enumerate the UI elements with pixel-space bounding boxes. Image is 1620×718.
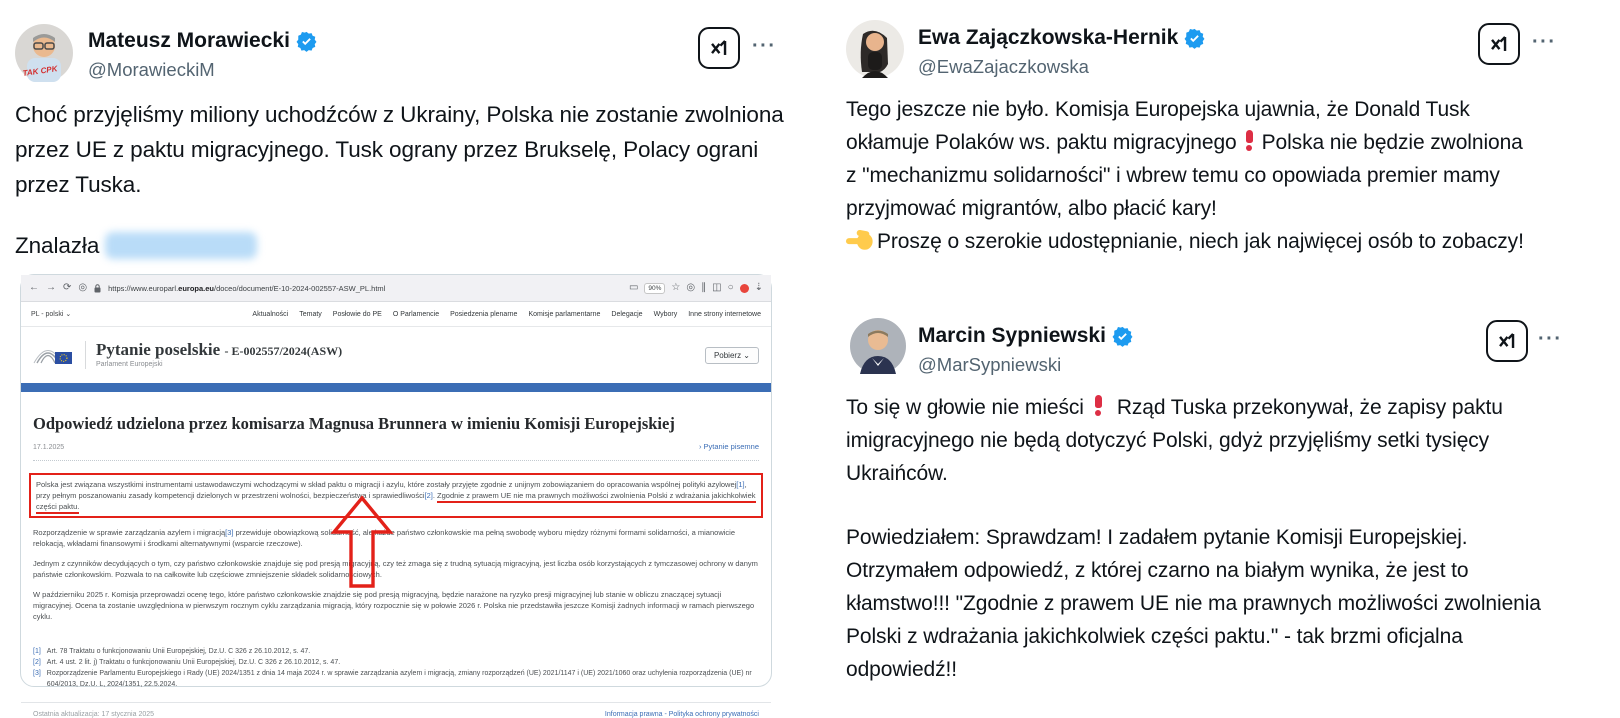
tweet-sypniewski-text [846,391,1558,686]
tweet-zajaczkowska-text [846,93,1536,258]
tweet-morawiecki-text: Choć przyjęliśmy miliony uchodźców z Ukrainy, Polska nie zostanie zwolniona przez UE z paktu migracyjnego. Tusk ograny przez Brukselę, Polacy ograni przez Tuska. [15,102,784,197]
ep-blue-divider [21,383,771,392]
adblock-icon [740,284,749,293]
footnote-marker: [3] [33,670,41,677]
written-question-link [699,442,759,451]
document-title: Odpowiedź udzielona przez komisarza Magnusa Brunnera w imieniu Komisji Europejskiej [33,414,675,433]
nav-item: Inne strony internetowe [688,310,761,318]
highlighted-paragraph [29,473,763,518]
address-bar [108,284,622,293]
browser-shield-icon: ◎ [78,282,88,293]
sidebar-icon: ◫ [712,282,722,293]
embedded-screenshot-card[interactable] [20,274,772,718]
tweet-zajaczkowska-handle[interactable]: @EwaZajaczkowska [918,56,1089,77]
more-button[interactable]: ··· [1532,31,1557,53]
download-icon: ⇣ [754,282,763,293]
avatar-image [846,20,904,78]
org-label: Parlament Europejski [96,361,163,369]
text-segment: Proszę o szerokie udostępnianie, niech jak najwięcej osób to zobaczy! [877,230,1524,253]
footnote-ref-3: [3] [225,528,234,537]
last-updated-label: Ostatnia aktualizacja: 17 stycznia 2025 [33,711,155,718]
footnote-list [33,646,759,690]
download-button [705,347,759,364]
bookmark-star-icon: ☆ [671,282,681,293]
grok-icon [1486,31,1512,57]
browser-toolbar [21,275,771,302]
document-meta [33,442,759,451]
text-segment: Tego jeszcze nie było. Komisja Europejska ujawnia, że Donald Tusk okłamuje Polaków ws. paktu migracyjnego [846,98,1470,154]
text-segment: To się w głowie nie mieści [846,396,1084,419]
european-parliament-logo [33,339,75,371]
legal-links: Informacja prawna - Polityka ochrony prywatności [604,711,759,718]
tweet-morawiecki-avatar[interactable] [15,24,73,82]
tweet-morawiecki-name[interactable] [88,29,317,53]
footnote-row [33,657,759,668]
language-label: PL - polski [31,311,64,318]
verified-badge-icon [296,31,317,52]
footnote-text: Art. 78 Traktatu o funkcjonowaniu Unii Europejskiej, Dz.U. C 326 z 26.10.2012, s. 47. [46,648,311,655]
paragraph-2 [33,527,759,549]
url-prefix: https://www.europarl. [108,283,179,293]
tweet-morawiecki-handle[interactable]: @MorawieckiM [88,59,215,80]
ep-document [21,414,771,718]
doc-reference: - E-002557/2024(ASW) [224,344,343,359]
paragraph-text: , przy pełnym poszanowaniu zasady kompetencji dzielonych w przestrzeni wolności, bezpieczeństwa i sprawiedliwości [36,480,747,500]
nav-item: Posiedzenia plenarne [450,310,518,318]
footnote-row [33,668,759,690]
ep-top-nav [21,302,771,327]
tweet-sypniewski-name[interactable] [918,324,1133,348]
chevron-down-icon: ⌄ [743,350,750,360]
tweet-morawiecki-text2 [15,228,790,263]
browser-forward-icon: → [46,282,56,293]
shield-icon: ◎ [686,282,696,293]
reader-icon: ▭ [628,282,639,293]
paragraph-text: . [432,491,438,500]
avatar-image [850,318,906,374]
paragraph-4: W październiku 2025 r. Komisja przeprowadzi ocenę tego, które państwo członkowskie znajdzie się pod presją migracyjną, będzie narażone na ryzyko presji migracyjnej lub stanie w obliczu znaczącej sytuacji migracyjnej. Ocena ta zostanie uwzględniona w pierwszym rocznym cyklu zarządzania migracją, który rozpocznie się w połowie 2026 r. Polska nie przedstawiła jeszcze Komisji żadnych informacji w ramach pierwszego cyklu. [33,590,755,621]
browser-toolbar-right [629,283,763,294]
text-prefix: Znalazła [15,233,100,258]
display-name: Marcin Sypniewski [918,324,1106,347]
grok-button[interactable] [698,27,740,69]
document-footer [33,711,759,718]
url-domain: europa.eu [178,283,214,293]
paragraph-text: Rozporządzenie w sprawie zarządzania azylem i migracją [33,528,226,537]
padlock-icon [94,284,101,293]
document-masthead-title [85,341,342,368]
footnote-ref-2: [2] [424,491,433,500]
profile-icon: ○ [727,282,734,293]
language-selector [31,310,71,318]
paragraph-3: Jednym z czynników decydujących o tym, czy państwo członkowskie znajduje się pod presją migracyjną, czy też zmaga się z trudną sytuacją migracyjną, jest liczba osób korzystających z tymczasowej ochrony w danym państwie członkowskim. Pozwala to na całkowite lub częściowe zmniejszenie składek solidarnościowych. [33,559,758,579]
browser-back-icon: ← [29,282,39,293]
caret-right-icon: › [698,442,702,451]
tweet-sypniewski-handle[interactable]: @MarSypniewski [918,354,1062,375]
text-segment: Powiedziałem: Sprawdzam! I zadałem pytanie Komisji Europejskiej. Otrzymałem odpowiedź, z której czarno na białym wynika, że jest to kłamstwo!!! "Zgodnie z prawem UE nie ma prawnych możliwości zwolnienia Polski z wdrażania jakichkolwiek części paktu." - tak brzmi oficjalna odpowiedź!! [846,526,1541,681]
download-label: Pobierz [713,350,742,360]
nav-item: Aktualności [252,310,289,318]
text-segment: Polska nie będzie zwolniona z "mechanizmu solidarności" i wbrew temu co opowiada premier mamy przyjmować migrantów, albo płacić kary! [846,131,1523,220]
tweet-zajaczkowska-avatar[interactable] [846,20,904,78]
exclamation-emoji [1245,130,1254,151]
footnote-row [33,646,759,657]
link-label: Pytanie pisemne [703,442,759,451]
avatar-image [15,24,73,82]
grok-button[interactable] [1478,23,1520,65]
grok-icon [1494,328,1520,354]
footer-divider [21,702,771,703]
footnote-marker: [1] [33,648,41,655]
blurred-mention-link[interactable] [105,232,257,259]
tweet-zajaczkowska-name[interactable] [918,26,1205,50]
more-button[interactable]: ··· [1538,328,1563,350]
ep-nav-items [252,311,761,318]
paragraph-text: przewiduje obowiązkową solidarność, ale każde państwo członkowskie ma pełną swobodę wyboru między różnymi formami solidarności, a mianowicie relokacją, wkładami finansowymi i środkami alternatywnymi (wsparcie rzeczowe). [33,528,735,548]
dotted-divider [33,460,759,461]
verified-badge-icon [1112,326,1133,347]
text-segment: Rząd Tuska przekonywał, że zapisy paktu imigracyjnego nie będą dotyczyć Polski, gdyż przyjęliśmy setki tysięcy Ukraińców. [846,396,1503,485]
nav-item: Komisje parlamentarne [528,310,601,318]
grok-icon [706,35,732,61]
nav-item: Delegacje [611,310,643,318]
nav-item: Wybory [653,310,678,318]
nav-item: O Parlamencie [392,310,440,318]
pointing-hand-emoji [846,228,873,252]
footnote-text: Art. 4 ust. 2 lit. j) Traktatu o funkcjonowaniu Unii Europejskiej, Dz.U. C 326 z 26.10.2012, s. 47. [46,659,341,666]
zoom-level: 90% [644,283,665,294]
verified-badge-icon [1184,28,1205,49]
nav-item: Posłowie do PE [332,310,382,318]
grok-button[interactable] [1486,320,1528,362]
extension-lines-icon: ∥ [701,282,707,293]
browser-reload-icon: ⟳ [63,282,72,293]
svg-text:TAK CPK: TAK CPK [22,64,58,78]
tweet-sypniewski-avatar[interactable] [850,318,906,374]
nav-item: Tematy [299,310,322,318]
paragraph-text: Polska jest związana wszystkimi instrumentami ustawodawczymi wchodzącymi w skład paktu o migracji i azylu, które zostały przyjęte zgodnie z unijnym zobowiązaniem do opracowania wspólnej polityki azylowej [36,480,737,489]
display-name: Mateusz Morawiecki [88,29,290,52]
underlined-key-sentence: Zgodnie z prawem UE nie ma prawnych możliwości zwolnienia Polski z wdrażania jakichkolwiek części paktu. [36,491,756,514]
chevron-down-icon: ⌄ [65,311,72,318]
footnote-marker: [2] [33,659,41,666]
display-name: Ewa Zajączkowska-Hernik [918,26,1179,49]
exclamation-emoji [1094,395,1103,416]
footnote-ref-1: [1] [736,480,745,489]
more-button[interactable]: ··· [752,35,777,57]
document-date: 17.1.2025 [33,444,65,451]
url-path: /doceo/document/E-10-2024-002557-ASW_PL.html [214,283,386,293]
footnote-text: Rozporządzenie Parlamentu Europejskiego i Rady (UE) 2024/1351 z dnia 14 maja 2024 r. w sprawie zarządzania azylem i migracją, zmiany rozporządzeń (UE) 2021/1147 i (UE) 2021/1060 oraz uchylenia rozporządzenia (UE) nr 604/2013, Dz.U. L, 2024/1351, 22.5.2024. [46,670,752,688]
paragraph-gap [846,490,1558,521]
doc-type-title: Pytanie poselskie [96,340,221,360]
ep-masthead [21,327,771,383]
